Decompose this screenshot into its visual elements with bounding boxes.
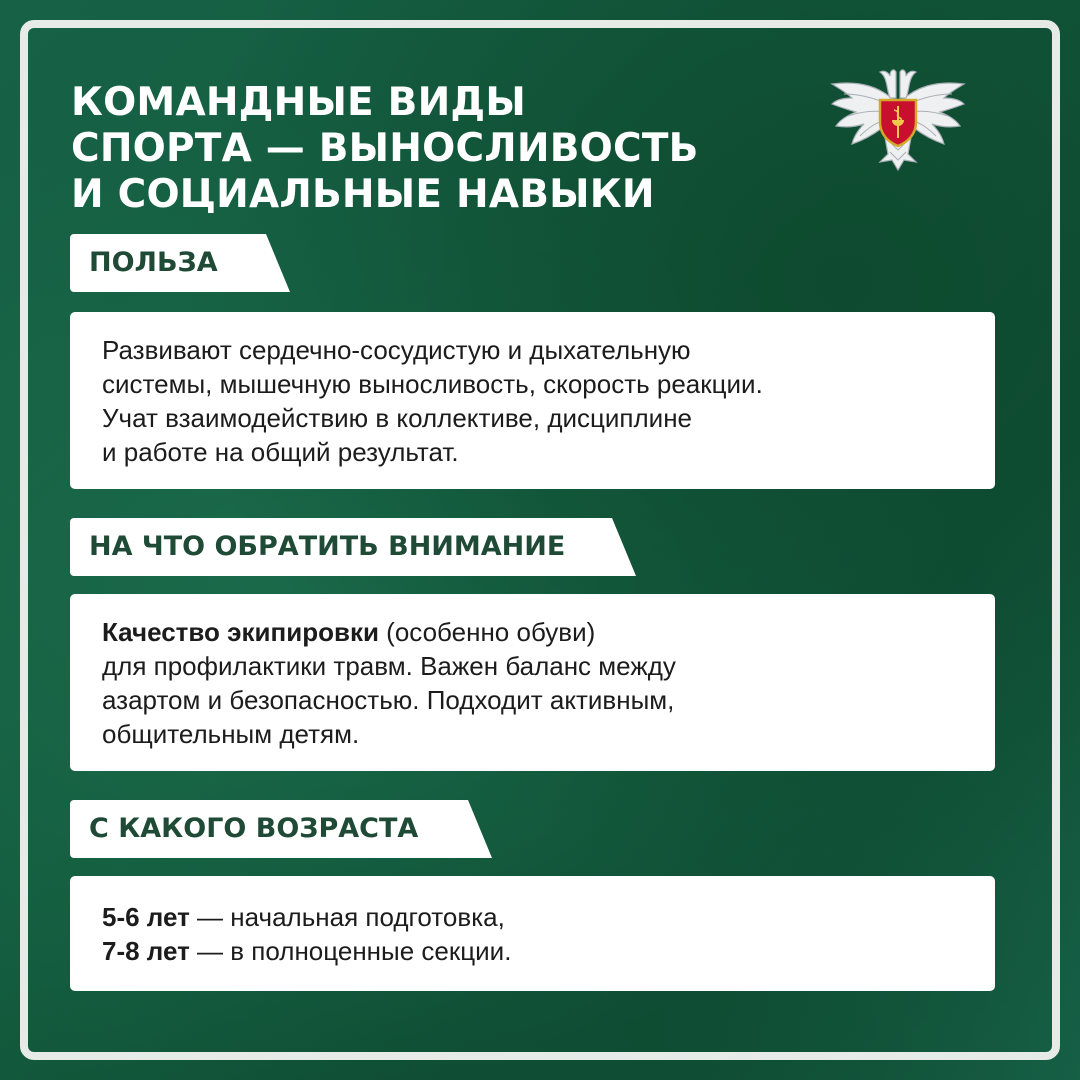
title-line-1: КОМАНДНЫЕ ВИДЫ bbox=[71, 80, 526, 125]
benefit-line-3: Учат взаимодействию в коллективе, дисциплине bbox=[102, 403, 693, 433]
benefit-line-1: Развивают сердечно-сосудистую и дыхательную bbox=[102, 335, 691, 365]
benefit-line-4: и работе на общий результат. bbox=[102, 437, 459, 467]
attention-heading-label: НА ЧТО ОБРАТИТЬ ВНИМАНИЕ bbox=[89, 531, 566, 562]
attention-heading bbox=[70, 518, 636, 576]
title-line-3: И СОЦИАЛЬНЫЕ НАВЫКИ bbox=[71, 172, 655, 217]
age-1-bold: 5-6 лет bbox=[102, 902, 190, 932]
age-line-1 bbox=[102, 900, 995, 934]
age-heading-label: С КАКОГО ВОЗРАСТА bbox=[89, 813, 419, 844]
attention-line-2: для профилактики травм. Важен баланс между bbox=[102, 651, 676, 681]
attention-line-3: азартом и безопасностью. Подходит активным, bbox=[102, 685, 675, 715]
benefit-line-2: системы, мышечную выносливость, скорость реакции. bbox=[102, 369, 763, 399]
age-line-2 bbox=[102, 934, 995, 968]
age-2-bold: 7-8 лет bbox=[102, 936, 190, 966]
attention-line-1 bbox=[102, 615, 995, 649]
poster-title bbox=[71, 80, 699, 218]
age-heading bbox=[70, 800, 492, 858]
attention-line-4: общительным детям. bbox=[102, 719, 360, 749]
emblem-icon bbox=[828, 58, 968, 174]
benefit-text bbox=[102, 333, 995, 469]
attention-card bbox=[70, 594, 995, 771]
benefit-heading bbox=[70, 234, 290, 292]
benefit-heading-label: ПОЛЬЗА bbox=[89, 247, 218, 278]
benefit-card bbox=[70, 312, 995, 489]
attention-text bbox=[102, 615, 995, 751]
attention-bold: Качество экипировки bbox=[102, 617, 379, 647]
age-2-rest: — в полноценные секции. bbox=[189, 936, 512, 966]
title-line-2: СПОРТА — ВЫНОСЛИВОСТЬ bbox=[71, 126, 699, 171]
age-1-rest: — начальная подготовка, bbox=[189, 902, 505, 932]
age-card bbox=[70, 876, 995, 991]
age-text bbox=[102, 900, 995, 968]
attention-line-1-rest: (особенно обуви) bbox=[378, 617, 596, 647]
